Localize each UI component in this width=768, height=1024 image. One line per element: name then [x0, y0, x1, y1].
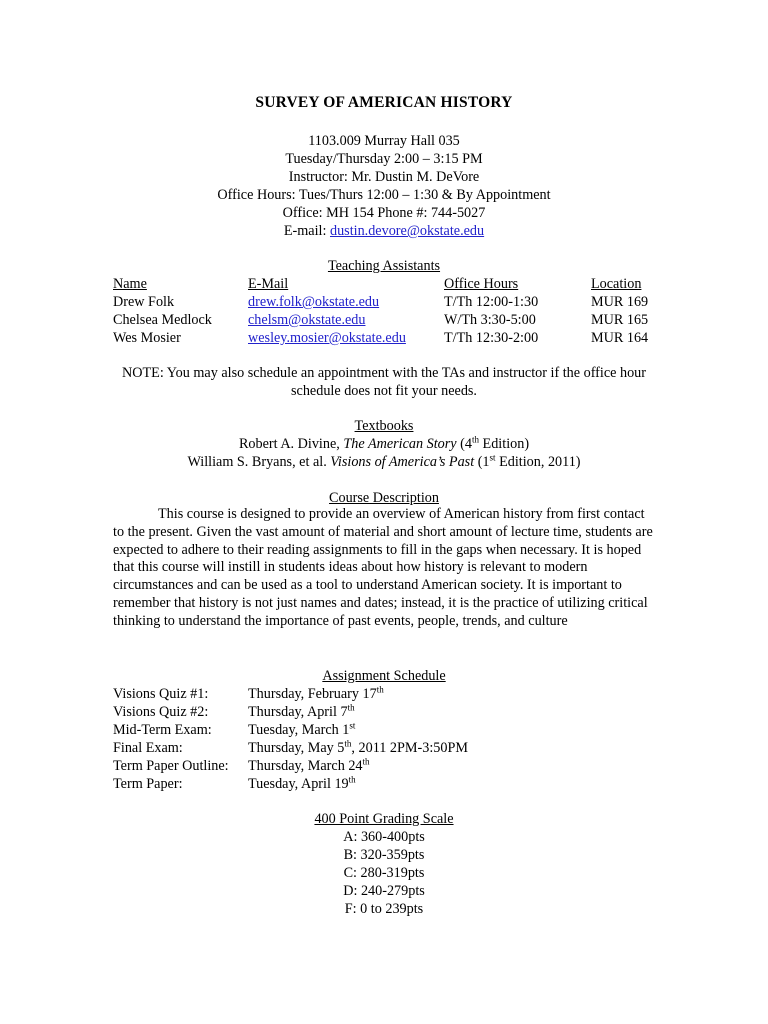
assignment-item: Visions Quiz #1: — [113, 686, 209, 702]
assignment-item: Term Paper Outline: — [113, 758, 229, 774]
textbooks-section — [0, 417, 768, 471]
ta-heading-text: Teaching Assistants — [327, 258, 441, 274]
col-email: E-Mail — [248, 276, 289, 292]
assignment-item: Visions Quiz #2: — [113, 704, 209, 720]
col-name: Name — [113, 276, 147, 292]
instructor-email-link[interactable]: dustin.devore@okstate.edu — [329, 223, 485, 239]
ta-location: MUR 164 — [591, 330, 649, 346]
book-edition-sup: th — [471, 434, 479, 445]
email-label: E-mail: — [283, 223, 330, 239]
course-line: 1103.009 Murray Hall 035 — [308, 133, 460, 149]
email-line — [0, 222, 768, 240]
table-row — [113, 703, 468, 721]
table-row — [113, 757, 468, 775]
assignment-item: Final Exam: — [113, 740, 183, 756]
ta-hours: W/Th 3:30-5:00 — [444, 312, 536, 328]
assignment-item: Term Paper: — [113, 776, 183, 792]
ta-hours: T/Th 12:00-1:30 — [444, 294, 539, 310]
ta-hours: T/Th 12:30-2:00 — [444, 330, 539, 346]
assignment-date: Tuesday, April 19th — [248, 774, 356, 792]
assignment-schedule-heading — [0, 667, 768, 685]
book-edition-sup: st — [489, 452, 496, 463]
document-title: SURVEY OF AMERICAN HISTORY — [255, 94, 513, 111]
ta-location: MUR 169 — [591, 294, 649, 310]
ta-email-link[interactable]: chelsm@okstate.edu — [248, 312, 366, 328]
note-paragraph: NOTE: You may also schedule an appointment with the TAs and instructor if the office hour schedule does not fit your needs. — [122, 365, 646, 399]
office-line: Office: MH 154 Phone #: 744-5027 — [282, 205, 486, 221]
ta-location: MUR 165 — [591, 312, 649, 328]
ta-name: Wes Mosier — [113, 330, 181, 346]
col-location: Location — [591, 276, 642, 292]
grade-item: F: 0 to 239pts — [344, 901, 424, 917]
grade-item: A: 360-400pts — [343, 829, 425, 845]
book-edition: (4 — [456, 436, 472, 452]
course-description-heading — [0, 489, 768, 507]
grade-item: B: 320-359pts — [343, 847, 425, 863]
grade-item: D: 240-279pts — [343, 883, 425, 899]
office-hours-line: Office Hours: Tues/Thurs 12:00 – 1:30 & By Appointment — [217, 187, 551, 203]
book-author: William S. Bryans, et al. — [187, 454, 331, 470]
table-row — [113, 329, 671, 347]
grade-item: C: 280-319pts — [343, 865, 425, 881]
table-row — [113, 775, 468, 793]
assignment-date: Thursday, May 5th, 2011 2PM-3:50PM — [248, 738, 468, 756]
ta-name: Drew Folk — [113, 294, 175, 310]
assignment-date: Thursday, April 7th — [248, 702, 355, 720]
table-row — [113, 721, 468, 739]
grading-scale-heading-text: 400 Point Grading Scale — [314, 811, 454, 827]
ta-header-row — [113, 275, 671, 293]
textbook-2 — [0, 453, 768, 471]
book-title: Visions of America’s Past — [330, 454, 475, 470]
book-edition-rest: Edition) — [479, 436, 530, 452]
table-row — [113, 311, 671, 329]
assignment-date: Tuesday, March 1st — [248, 720, 356, 738]
ta-name: Chelsea Medlock — [113, 312, 212, 328]
textbooks-heading: Textbooks — [354, 418, 414, 434]
course-description-heading-text: Course Description — [329, 490, 439, 506]
textbook-1 — [0, 435, 768, 453]
ta-heading — [0, 257, 768, 275]
assignment-item: Mid-Term Exam: — [113, 722, 212, 738]
ta-email-link[interactable]: drew.folk@okstate.edu — [248, 294, 380, 310]
book-edition-rest: Edition, 2011) — [495, 454, 581, 470]
assignment-table — [113, 685, 468, 793]
book-edition: (1 — [474, 454, 490, 470]
book-title: The American Story — [343, 436, 457, 452]
grading-scale-list — [0, 828, 768, 918]
assignment-date: Thursday, February 17th — [248, 684, 384, 702]
schedule-line: Tuesday/Thursday 2:00 – 3:15 PM — [285, 151, 483, 167]
col-office-hours: Office Hours — [444, 276, 519, 292]
book-author: Robert A. Divine, — [238, 436, 344, 452]
course-info — [0, 132, 768, 240]
table-row — [113, 739, 468, 757]
instructor-line: Instructor: Mr. Dustin M. DeVore — [288, 169, 480, 185]
table-row — [113, 685, 468, 703]
course-description-body: This course is designed to provide an overview of American history from first contact to the present. Given the vast amount of material and short amount of lecture time, students are expected to adhere to their reading assignments to fill in the gaps when necessary. It is hoped that this course will instill in students ideas about how history is relevant to modern circumstances and can be used as a tool to understand American society. It is important to remember that history is not just names and dates; instead, it is the practice of utilizing critical thinking to understand the importance of past events, people, trends, and culture — [113, 506, 653, 629]
assignment-date: Thursday, March 24th — [248, 756, 370, 774]
ta-table — [113, 275, 671, 347]
grading-scale-heading — [0, 810, 768, 828]
table-row — [113, 293, 671, 311]
ta-email-link[interactable]: wesley.mosier@okstate.edu — [248, 330, 406, 346]
assignment-schedule-heading-text: Assignment Schedule — [322, 668, 446, 684]
